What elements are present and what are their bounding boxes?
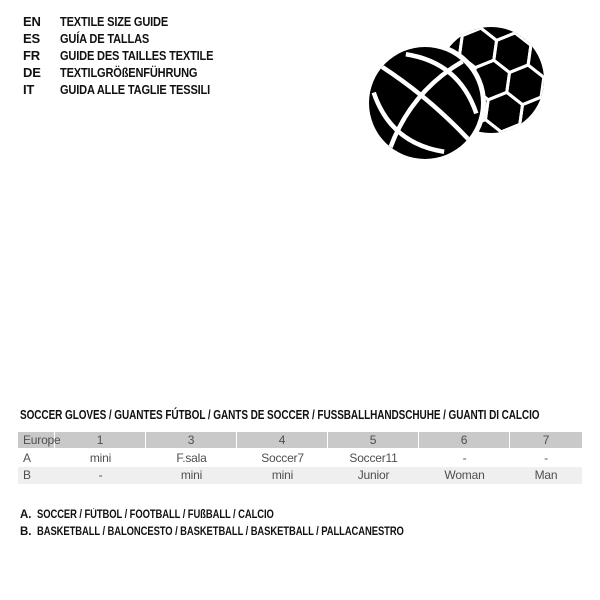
table-cell: mini bbox=[237, 467, 328, 484]
table-row bbox=[18, 467, 582, 484]
row-label: A bbox=[18, 450, 55, 467]
footnote-label: A. bbox=[20, 509, 32, 521]
language-code: ES bbox=[23, 31, 40, 46]
language-row bbox=[23, 30, 240, 47]
footnote-label: B. bbox=[20, 526, 32, 538]
footnote bbox=[20, 507, 484, 524]
table-cell: Woman bbox=[419, 467, 510, 484]
column-header: 6 bbox=[419, 432, 510, 450]
table-row bbox=[18, 450, 582, 467]
language-title: TEXTILE SIZE GUIDE bbox=[60, 14, 169, 29]
table-cell: F.sala bbox=[146, 450, 237, 467]
table-cell: Junior bbox=[328, 467, 419, 484]
language-title: GUÍA DE TALLAS bbox=[60, 31, 150, 46]
language-row bbox=[23, 47, 240, 64]
table-cell: Soccer7 bbox=[237, 450, 328, 467]
column-header: 1 bbox=[55, 432, 146, 450]
table-cell: Man bbox=[510, 467, 582, 484]
language-row bbox=[23, 81, 240, 98]
column-header: 7 bbox=[510, 432, 582, 450]
table-cell: - bbox=[419, 450, 510, 467]
language-code: EN bbox=[23, 14, 41, 29]
column-header: 4 bbox=[237, 432, 328, 450]
language-code: IT bbox=[23, 82, 35, 97]
column-header: 3 bbox=[146, 432, 237, 450]
table-cell: mini bbox=[146, 467, 237, 484]
language-title: TEXTILGRÖßENFÜHRUNG bbox=[60, 65, 198, 80]
language-code: FR bbox=[23, 48, 40, 63]
table-cell: - bbox=[510, 450, 582, 467]
footnotes bbox=[20, 507, 484, 541]
sports-balls-illustration bbox=[360, 13, 555, 173]
language-row bbox=[23, 64, 240, 81]
language-code: DE bbox=[23, 65, 41, 80]
size-table bbox=[18, 432, 582, 484]
column-header: Europe bbox=[18, 432, 55, 450]
language-guide bbox=[23, 13, 240, 98]
footnote bbox=[20, 524, 484, 541]
footnote-text: BASKETBALL / BALONCESTO / BASKETBALL / BASKETBALL / PALLACANESTRO bbox=[37, 526, 404, 538]
footnote-text: SOCCER / FÚTBOL / FOOTBALL / FUßBALL / CALCIO bbox=[37, 509, 274, 521]
language-title: GUIDA ALLE TAGLIE TESSILI bbox=[60, 82, 211, 97]
table-cell: - bbox=[55, 467, 146, 484]
size-table-title: SOCCER GLOVES / GUANTES FÚTBOL / GANTS DE SOCCER / FUSSBALLHANDSCHUHE / GUANTI DI CALCIO bbox=[20, 408, 540, 422]
row-label: B bbox=[18, 467, 55, 484]
table-cell: Soccer11 bbox=[328, 450, 419, 467]
table-header-row bbox=[18, 432, 582, 450]
language-title: GUIDE DES TAILLES TEXTILE bbox=[60, 48, 214, 63]
column-header: 5 bbox=[328, 432, 419, 450]
table-cell: mini bbox=[55, 450, 146, 467]
language-row bbox=[23, 13, 240, 30]
